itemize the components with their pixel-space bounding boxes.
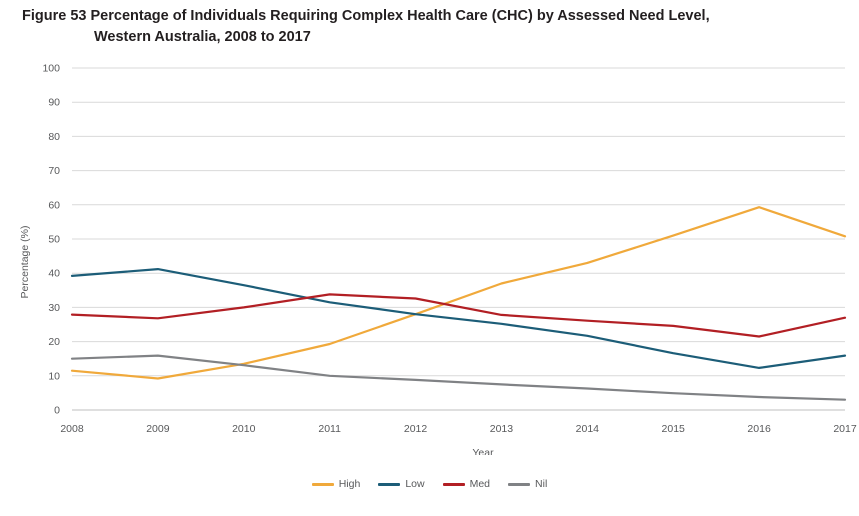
- legend-item-high[interactable]: [312, 478, 361, 490]
- y-axis-title: Percentage (%): [19, 225, 31, 299]
- x-axis-title: Year: [472, 447, 494, 455]
- series-line-med: [72, 294, 845, 336]
- series-line-high: [72, 207, 845, 378]
- x-tick-label: 2010: [232, 423, 256, 435]
- legend-label: Nil: [535, 478, 548, 490]
- y-tick-label: 10: [48, 370, 60, 383]
- chart-legend: [0, 478, 859, 490]
- y-tick-label: 0: [54, 404, 60, 417]
- x-tick-label: 2017: [833, 423, 857, 435]
- y-tick-label: 50: [48, 233, 60, 246]
- legend-label: High: [338, 478, 361, 490]
- x-tick-label: 2016: [747, 423, 771, 435]
- legend-item-low[interactable]: [378, 478, 424, 490]
- legend-swatch-icon: [312, 483, 334, 486]
- x-axis-tick-labels: [60, 423, 857, 435]
- chart-title-line-1: [22, 6, 832, 27]
- x-tick-label: 2013: [489, 423, 514, 435]
- plot-area: [0, 55, 859, 455]
- chart-title-line-2: Western Australia, 2008 to 2017: [94, 29, 311, 45]
- x-tick-label: 2009: [146, 423, 170, 435]
- legend-item-med[interactable]: [443, 478, 490, 490]
- y-tick-label: 100: [42, 62, 60, 75]
- x-tick-label: 2014: [575, 423, 600, 435]
- legend-item-nil[interactable]: [508, 478, 547, 490]
- series-lines: [72, 207, 845, 400]
- chart-title-text-1: Percentage of Individuals Requiring Complex Health Care (CHC) by Assessed Need Level,: [90, 8, 710, 24]
- y-axis-tick-labels: [42, 63, 60, 417]
- y-tick-label: 90: [48, 96, 60, 109]
- line-chart: [0, 55, 859, 455]
- y-tick-label: 20: [48, 336, 60, 349]
- legend-label: Med: [469, 478, 491, 490]
- y-tick-label: 40: [48, 267, 60, 280]
- y-tick-label: 60: [48, 199, 60, 212]
- legend-label: Low: [405, 478, 425, 490]
- x-tick-label: 2012: [403, 423, 428, 435]
- legend-swatch-icon: [508, 483, 530, 486]
- x-tick-label: 2011: [318, 423, 341, 435]
- y-tick-label: 80: [48, 130, 60, 143]
- series-line-low: [72, 269, 845, 368]
- x-tick-label: 2008: [60, 423, 84, 435]
- y-tick-label: 70: [48, 165, 60, 178]
- x-tick-label: 2015: [661, 423, 685, 435]
- y-tick-label: 30: [48, 301, 60, 314]
- legend-swatch-icon: [378, 483, 400, 486]
- chart-title-block: [22, 6, 832, 48]
- figure-label: Figure 53: [22, 8, 87, 24]
- legend-swatch-icon: [443, 483, 465, 486]
